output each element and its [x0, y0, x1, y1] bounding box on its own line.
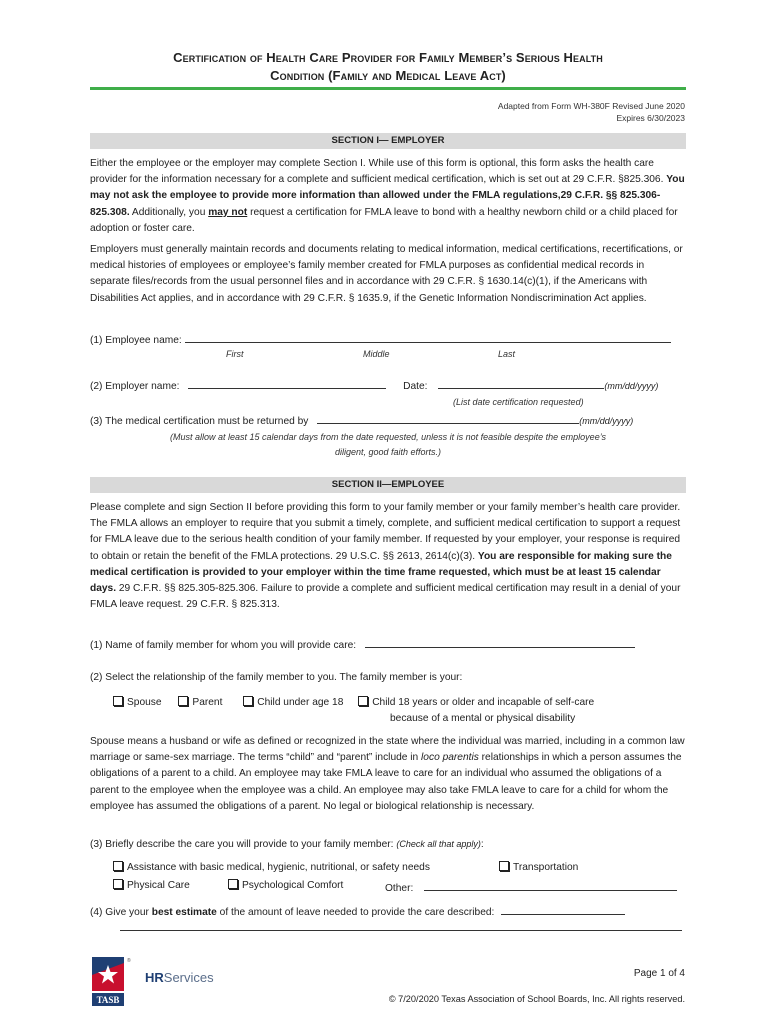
tasb-logo — [90, 955, 130, 1007]
care-transportation-checkbox[interactable] — [499, 861, 509, 871]
section-1-heading: SECTION I— EMPLOYER — [90, 133, 686, 149]
return-by-label: (3) The medical certification must be returned by — [90, 416, 309, 427]
care-other-row — [385, 878, 677, 897]
care-other-field[interactable] — [424, 878, 677, 891]
section-1-intro — [90, 156, 686, 237]
expiration-text: Expires 6/30/2023 — [616, 113, 685, 123]
form-revision-note — [498, 100, 685, 124]
child-under-18-option[interactable] — [243, 697, 343, 708]
form-title — [90, 49, 686, 85]
tasb-logo-text: TASB — [96, 995, 120, 1005]
care-question-colon: : — [480, 839, 484, 850]
date-field[interactable] — [438, 376, 604, 389]
spouse-option[interactable] — [113, 697, 162, 708]
employee-name-field[interactable] — [185, 330, 671, 343]
s2-p2-text-c: relationships in which a person assumes the obligations of a parent to a child. An employee may take FMLA leave to care for an individual who assumed the obligations of a parent to the employee when the employee was a child. An employee may also take FMLA leave to care for a child for whom the employee has assumed the obligations of a parent. No legal or biological relationship is necessary. — [90, 752, 682, 812]
child-over-18-checkbox[interactable] — [358, 696, 368, 706]
care-question — [90, 836, 484, 853]
hr-logo-bold: HR — [145, 970, 164, 985]
s1-p1-bold: You may not ask the employee to provide more information than allowed under the FMLA regulations,29 C.F.R. §§ 825.306-825.308. — [90, 174, 685, 218]
return-by-row — [90, 411, 633, 430]
spouse-checkbox[interactable] — [113, 696, 123, 706]
care-assistance-option[interactable] — [113, 860, 430, 876]
employer-name-row — [90, 376, 658, 395]
s1-p1-text-a: Either the employee or the employer may complete Section I. While use of this form is optional, this form asks the health care provider for the information necessary for a complete and sufficient medical certification, which is set out at 29 C.F.R. §825.306. — [90, 158, 667, 186]
child-over-18-label: Child 18 years or older and incapable of self-care — [372, 697, 595, 708]
leave-estimate-bold: best estimate — [151, 907, 217, 918]
care-question-label: (3) Briefly describe the care you will provide to your family member: — [90, 839, 394, 850]
care-psychological-checkbox[interactable] — [228, 879, 238, 889]
section-1-records-paragraph: Employers must generally maintain records and documents relating to medical information, medical certifications, recertifications, or medical histories of employees or employee’s family member created for FMLA purposes as confidential medical records in separate files/records from the usual personnel files and in accordance with 29 C.F.R. § 1630.14(c)(1), if the Americans with Disabilities Act applies, and in accordance with 29 C.F.R. § 1635.9, if the Genetic Information Nondiscrimination Act applies. — [90, 244, 683, 304]
leave-estimate-label-a: (4) Give your — [90, 907, 152, 918]
spouse-definition-paragraph — [90, 734, 686, 815]
care-psychological-label: Psychological Comfort — [242, 880, 344, 891]
return-by-field[interactable] — [317, 411, 579, 424]
date-caption: (List date certification requested) — [453, 397, 584, 407]
leave-estimate-field-line-2[interactable] — [120, 918, 682, 931]
section-2-heading: SECTION II—EMPLOYEE — [90, 477, 686, 493]
relationship-question: (2) Select the relationship of the family member to you. The family member is your: — [90, 672, 463, 683]
care-transportation-label: Transportation — [513, 862, 579, 873]
child-under-18-label: Child under age 18 — [257, 697, 344, 708]
page-number: Page 1 of 4 — [633, 968, 685, 979]
title-line-2: Condition (Family and Medical Leave Act) — [270, 68, 506, 83]
care-physical-label: Physical Care — [127, 880, 190, 891]
s1-p1-may-not: may not — [208, 206, 248, 218]
employer-name-field[interactable] — [188, 376, 386, 389]
loco-parentis-text: loco parentis — [421, 752, 479, 764]
spouse-label: Spouse — [127, 697, 162, 708]
care-question-hint: (Check all that apply) — [396, 839, 481, 849]
relationship-options-row — [113, 695, 594, 711]
care-assistance-label: Assistance with basic medical, hygienic, nutritional, or safety needs — [127, 862, 430, 873]
care-physical-checkbox[interactable] — [113, 879, 123, 889]
parent-checkbox[interactable] — [178, 696, 188, 706]
date-label: Date: — [403, 381, 428, 392]
date-format-hint: (mm/dd/yyyy) — [604, 381, 659, 391]
family-member-name-field[interactable] — [365, 635, 635, 648]
care-other-label: Other: — [385, 883, 414, 894]
middle-name-caption: Middle — [363, 349, 390, 359]
copyright-notice: © 7/20/2020 Texas Association of School Boards, Inc. All rights reserved. — [388, 994, 685, 1004]
return-by-note-1: (Must allow at least 15 calendar days from the date requested, unless it is not feasible despite the employee’s — [169, 432, 607, 442]
employee-name-label: (1) Employee name: — [90, 335, 182, 346]
return-by-note-2: diligent, good faith efforts.) — [334, 447, 442, 457]
parent-option[interactable] — [178, 697, 222, 708]
title-divider — [90, 87, 686, 90]
s1-p1-text-e: request a certification for FMLA leave to bond with a healthy newborn child or a child placed for adoption or foster care. — [90, 206, 678, 234]
hr-logo-services: Services — [163, 970, 214, 985]
parent-label: Parent — [192, 697, 223, 708]
care-transportation-option[interactable] — [499, 860, 578, 876]
leave-estimate-label-c: of the amount of leave needed to provide the care described: — [216, 907, 495, 918]
return-by-format-hint: (mm/dd/yyyy) — [579, 416, 634, 426]
svg-text:®: ® — [127, 958, 131, 964]
employer-name-label: (2) Employer name: — [90, 381, 180, 392]
care-physical-option[interactable] — [113, 878, 190, 894]
child-over-18-option[interactable] — [358, 697, 594, 708]
hr-services-logo — [145, 970, 214, 985]
last-name-caption: Last — [498, 349, 516, 359]
family-member-name-label: (1) Name of family member for whom you will provide care: — [90, 640, 357, 651]
first-name-caption: First — [226, 349, 244, 359]
s1-p1-text-c: Additionally, you — [129, 206, 209, 218]
adapted-from-text: Adapted from Form WH-380F Revised June 2020 — [497, 101, 685, 111]
care-psychological-option[interactable] — [228, 878, 343, 894]
s2-p1-text-c: 29 C.F.R. §§ 825.305-825.306. Failure to provide a complete and sufficient medical certification may result in a denial of your FMLA leave request. 29 C.F.R. § 825.313. — [90, 583, 681, 611]
title-line-1: Certification of Health Care Provider for Family Member’s Serious Health — [173, 50, 603, 65]
child-over-18-label-cont: because of a mental or physical disability — [390, 713, 576, 724]
s2-p2-text-a: Spouse means a husband or wife as defined or recognized in the state where the individual was married, including in a common law marriage or same-sex marriage. The terms “child” and “parent” include in — [90, 736, 685, 764]
s2-p1-text-a: Please complete and sign Section II before providing this form to your family member or your family member’s health care provider. The FMLA allows an employer to require that you submit a timely, complete, and sufficient medical certification to support a request for FMLA leave due to the serious health condition of your family member. If requested by your employer, your response is required to obtain or retain the benefit of the FMLA protections. 29 U.S.C. §§ 2613, 2614(c)(3). — [90, 502, 681, 562]
child-under-18-checkbox[interactable] — [243, 696, 253, 706]
s2-p1-bold: You are responsible for making sure the medical certification is provided to your employer within the time frame requested, which must be at least 15 calendar days. — [90, 550, 672, 595]
leave-estimate-field[interactable] — [501, 902, 625, 915]
section-2-intro — [90, 500, 686, 613]
care-assistance-checkbox[interactable] — [113, 861, 123, 871]
family-member-name-row — [90, 635, 635, 654]
